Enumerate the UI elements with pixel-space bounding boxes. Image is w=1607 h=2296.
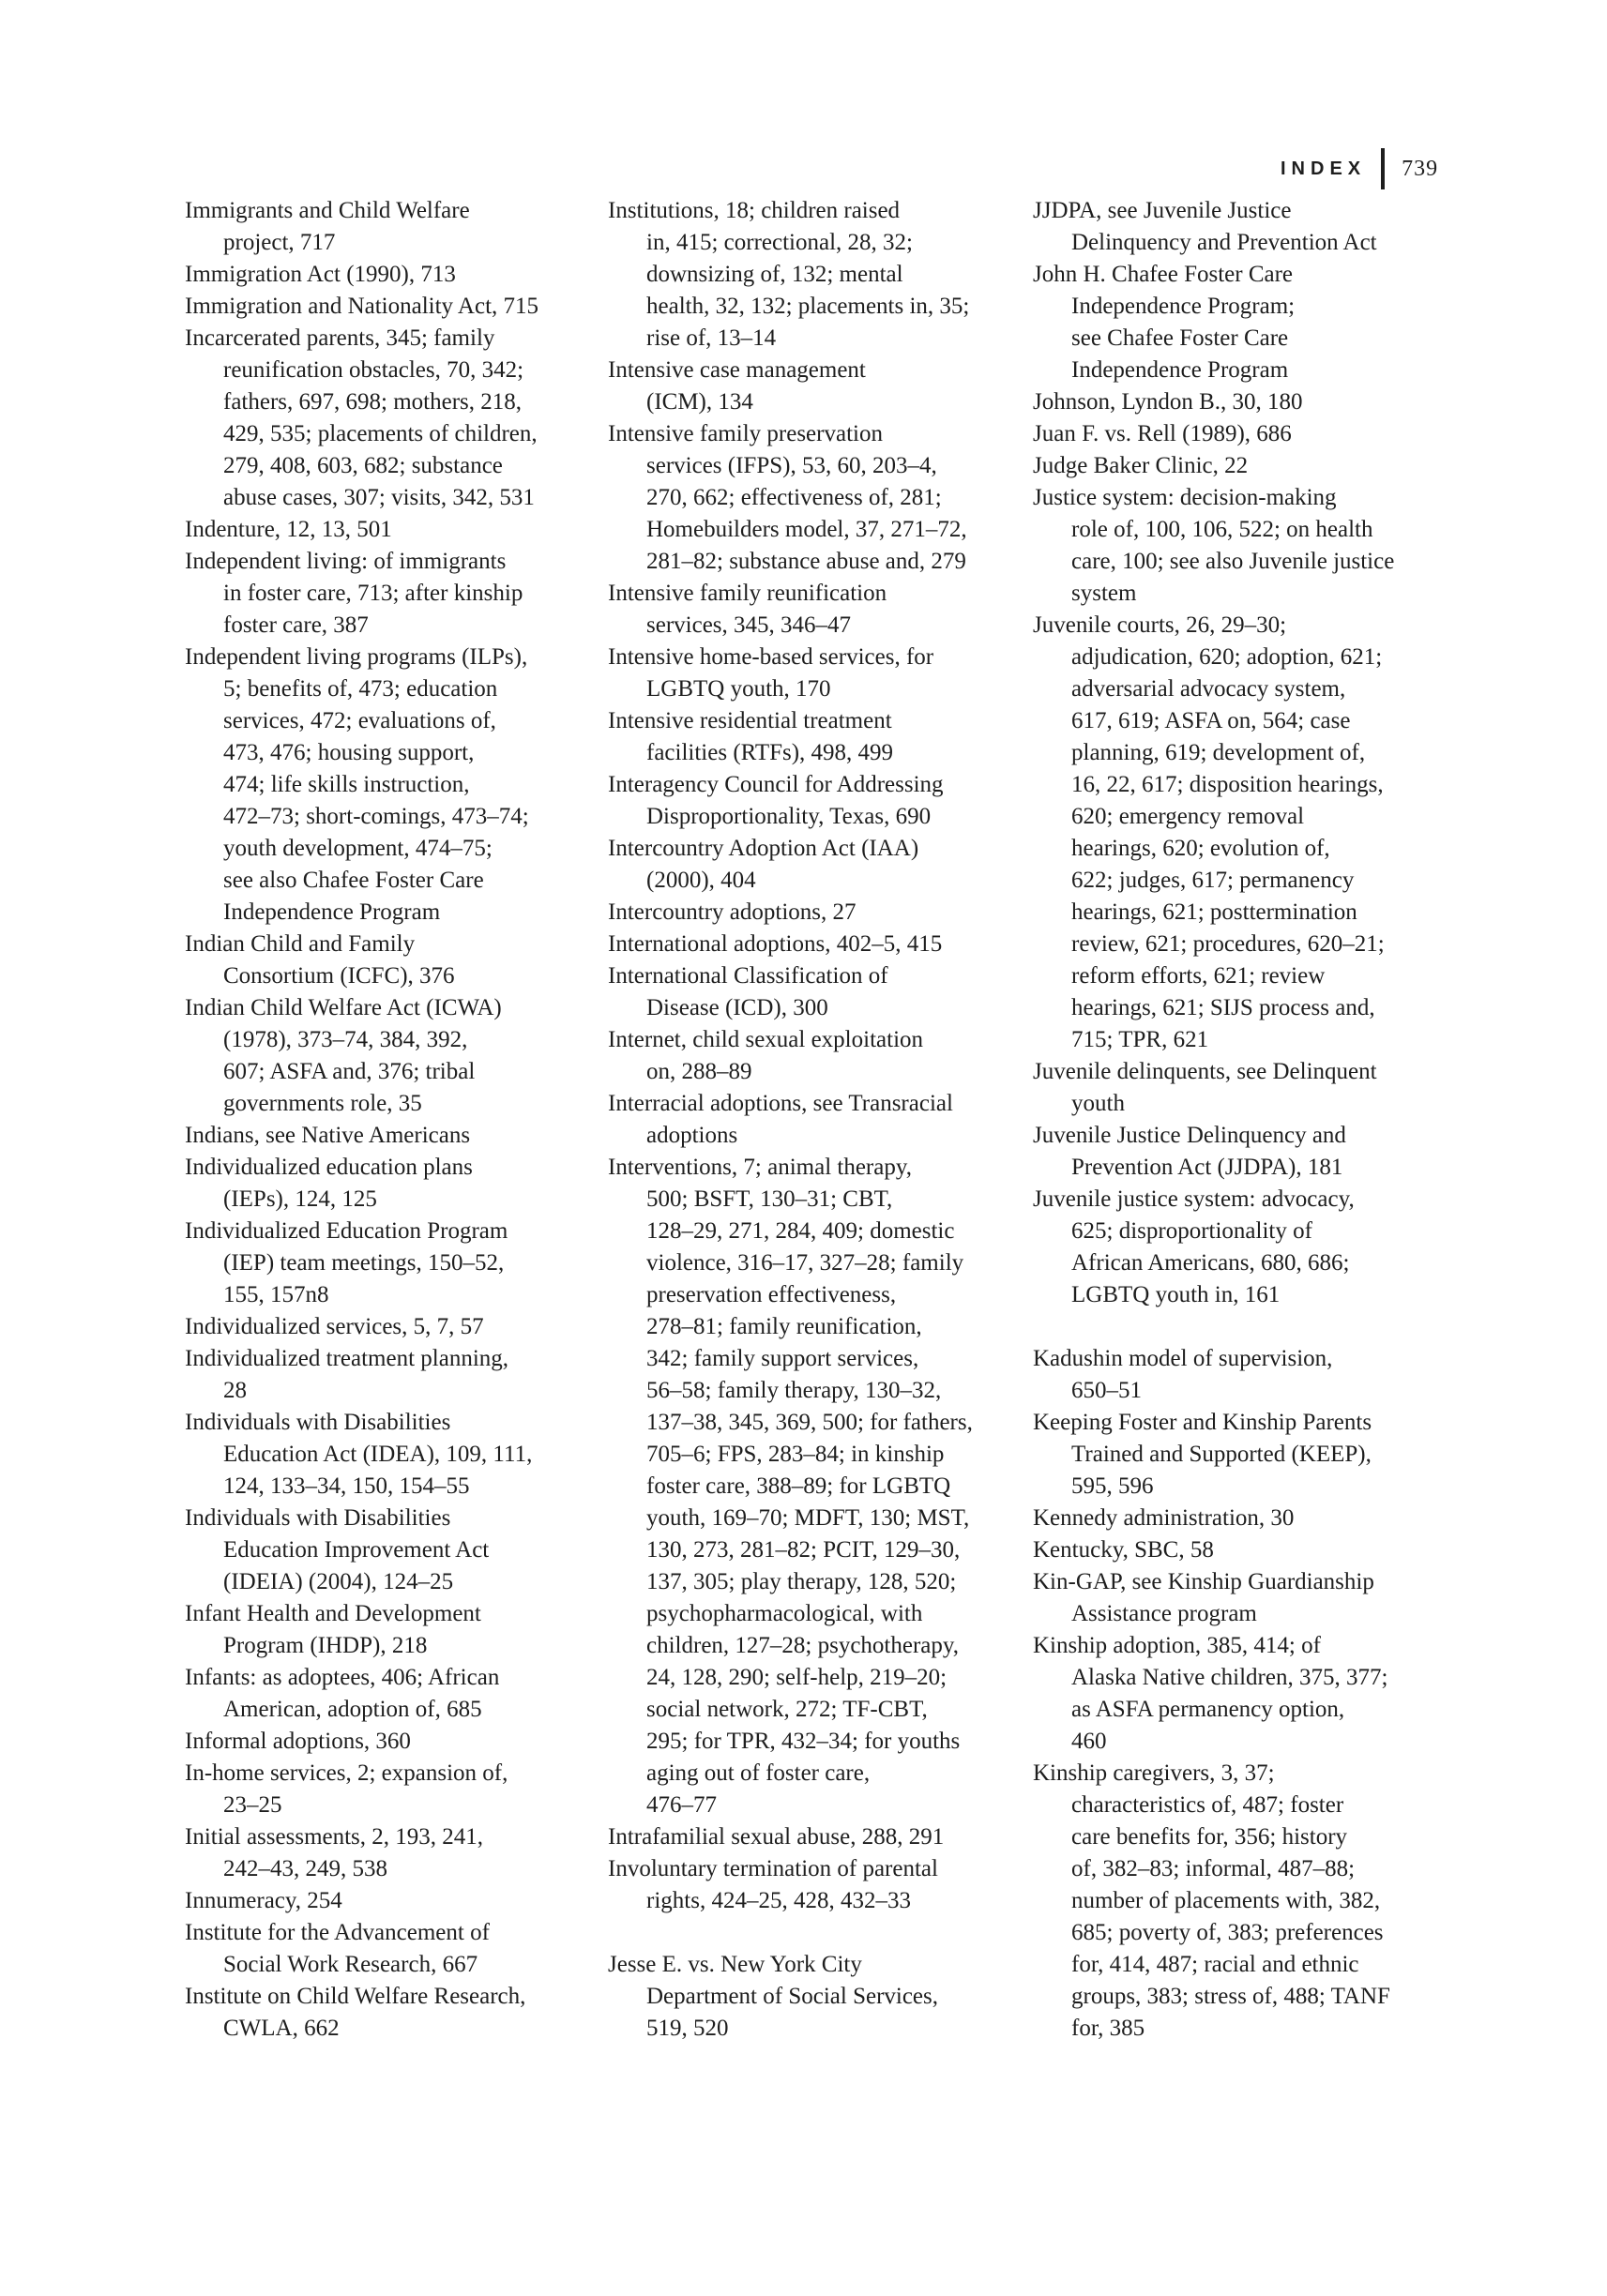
index-entry-line: Innumeracy, 254 bbox=[185, 1888, 342, 1913]
index-entry-line: Intensive home-based services, for bbox=[608, 644, 934, 670]
index-entry bbox=[185, 546, 598, 642]
index-entry-line: Justice system: decision-making bbox=[1033, 485, 1337, 510]
index-entry-line: Incarcerated parents, 345; family bbox=[185, 325, 495, 351]
index-entry bbox=[608, 897, 1021, 929]
index-entry bbox=[185, 1598, 598, 1662]
index-entry-line: Immigration Act (1990), 713 bbox=[185, 262, 456, 287]
index-entry-line: Infants: as adoptees, 406; African bbox=[185, 1665, 500, 1690]
index-entry-line: children, 127–28; psychotherapy, bbox=[646, 1633, 960, 1658]
index-entry-line: 685; poverty of, 383; preferences bbox=[1071, 1920, 1384, 1945]
index-entry-line: number of placements with, 382, bbox=[1071, 1888, 1381, 1913]
index-entry-line: Individualized services, 5, 7, 57 bbox=[185, 1314, 484, 1339]
index-entry bbox=[185, 1821, 598, 1885]
index-entry bbox=[608, 1821, 1021, 1853]
index-entry-line: In-home services, 2; expansion of, bbox=[185, 1760, 508, 1786]
section-label: INDEX bbox=[1281, 158, 1367, 179]
index-entry-line: of, 382–83; informal, 487–88; bbox=[1071, 1856, 1356, 1881]
index-entry-line: (IEPs), 124, 125 bbox=[223, 1186, 377, 1212]
index-entry-line: Independent living programs (ILPs), bbox=[185, 644, 528, 670]
index-entry-line: Infant Health and Development bbox=[185, 1601, 481, 1626]
index-entry-line: preservation effectiveness, bbox=[646, 1282, 897, 1307]
index-entry-line: 476–77 bbox=[646, 1792, 717, 1818]
index-entry-line: 460 bbox=[1071, 1729, 1107, 1754]
index-entry bbox=[1033, 1534, 1446, 1566]
index-entry-line: 242–43, 249, 538 bbox=[223, 1856, 387, 1881]
index-entry-line: Individuals with Disabilities bbox=[185, 1505, 451, 1531]
index-entry bbox=[185, 323, 598, 514]
index-entry bbox=[185, 1503, 598, 1598]
index-entry bbox=[608, 1024, 1021, 1088]
index-entry-line: hearings, 621; posttermination bbox=[1071, 899, 1357, 925]
index-entry-line: abuse cases, 307; visits, 342, 531 bbox=[223, 485, 535, 510]
index-entry-line: Kinship caregivers, 3, 37; bbox=[1033, 1760, 1275, 1786]
index-entry-line: 429, 535; placements of children, bbox=[223, 421, 538, 446]
index-entry bbox=[185, 1216, 598, 1311]
index-entry-line: foster care, 388–89; for LGBTQ bbox=[646, 1473, 951, 1499]
index-entry-line: Immigrants and Child Welfare bbox=[185, 198, 470, 223]
index-entry-line: downsizing of, 132; mental bbox=[646, 262, 903, 287]
index-entry bbox=[185, 1343, 598, 1407]
index-entry bbox=[608, 1949, 1021, 2045]
index-entry-line: foster care, 387 bbox=[223, 612, 369, 638]
index-entry-line: Interagency Council for Addressing bbox=[608, 772, 944, 797]
index-entry-line: Kinship adoption, 385, 414; of bbox=[1033, 1633, 1321, 1658]
index-entry-line: 715; TPR, 621 bbox=[1071, 1027, 1209, 1052]
index-entry-line: 130, 273, 281–82; PCIT, 129–30, bbox=[646, 1537, 961, 1563]
index-entry-line: Intensive residential treatment bbox=[608, 708, 892, 733]
index-entry-line: characteristics of, 487; foster bbox=[1071, 1792, 1344, 1818]
index-entry-line: for, 385 bbox=[1071, 2016, 1145, 2041]
index-entry-line: review, 621; procedures, 620–21; bbox=[1071, 931, 1385, 957]
index-entry-line: 5; benefits of, 473; education bbox=[223, 676, 498, 702]
index-entry bbox=[185, 642, 598, 929]
index-entry-line: Internet, child sexual exploitation bbox=[608, 1027, 924, 1052]
index-entry-line: adjudication, 620; adoption, 621; bbox=[1071, 644, 1383, 670]
index-entry-line: CWLA, 662 bbox=[223, 2016, 340, 2041]
index-entry bbox=[185, 1885, 598, 1917]
index-entry bbox=[1033, 1758, 1446, 2045]
index-entry bbox=[185, 992, 598, 1120]
index-entry-line: Keeping Foster and Kinship Parents bbox=[1033, 1410, 1372, 1435]
index-entry-line: hearings, 621; SIJS process and, bbox=[1071, 995, 1375, 1020]
index-entry-line: Department of Social Services, bbox=[646, 1984, 939, 2009]
index-entry-line: 705–6; FPS, 283–84; in kinship bbox=[646, 1442, 945, 1467]
index-entry-line: see Chafee Foster Care bbox=[1071, 325, 1289, 351]
index-entry-line: 279, 408, 603, 682; substance bbox=[223, 453, 503, 478]
index-entry-line: 625; disproportionality of bbox=[1071, 1218, 1312, 1244]
index-entry-line: Social Work Research, 667 bbox=[223, 1952, 478, 1977]
index-entry bbox=[185, 514, 598, 546]
index-entry bbox=[608, 1088, 1021, 1152]
index-entry bbox=[185, 1120, 598, 1152]
index-entry bbox=[185, 1311, 598, 1343]
index-entry-line: Institute on Child Welfare Research, bbox=[185, 1984, 526, 2009]
index-entry-line: Kadushin model of supervision, bbox=[1033, 1346, 1333, 1371]
index-entry bbox=[608, 960, 1021, 1024]
index-entry bbox=[608, 833, 1021, 897]
index-entry-line: groups, 383; stress of, 488; TANF bbox=[1071, 1984, 1390, 2009]
index-entry bbox=[185, 259, 598, 291]
index-entry-line: Intensive case management bbox=[608, 357, 866, 383]
index-entry bbox=[1033, 610, 1446, 1056]
index-entry bbox=[608, 769, 1021, 833]
index-entry-line: Juvenile justice system: advocacy, bbox=[1033, 1186, 1355, 1212]
index-entry-line: adversarial advocacy system, bbox=[1071, 676, 1346, 702]
index-entry-line: fathers, 697, 698; mothers, 218, bbox=[223, 389, 523, 415]
index-entry bbox=[1033, 1120, 1446, 1184]
index-column-2 bbox=[608, 195, 1021, 2045]
index-entry bbox=[185, 1981, 598, 2045]
index-entry-line: services, 345, 346–47 bbox=[646, 612, 852, 638]
index-entry bbox=[608, 578, 1021, 642]
index-entry-line: care, 100; see also Juvenile justice bbox=[1071, 549, 1395, 574]
index-entry-line: social network, 272; TF-CBT, bbox=[646, 1697, 928, 1722]
index-entry bbox=[185, 929, 598, 992]
index-entry-line: International Classification of bbox=[608, 963, 888, 989]
index-entry-line: on, 288–89 bbox=[646, 1059, 752, 1084]
index-entry-line: Indenture, 12, 13, 501 bbox=[185, 517, 392, 542]
index-entry bbox=[1033, 1343, 1446, 1407]
index-entry-line: role of, 100, 106, 522; on health bbox=[1071, 517, 1373, 542]
index-entry-line: project, 717 bbox=[223, 230, 336, 255]
index-entry-line: Independence Program bbox=[1071, 357, 1289, 383]
letter-group-gap bbox=[608, 1917, 1021, 1949]
letter-group-gap bbox=[1033, 1311, 1446, 1343]
index-entry-line: Involuntary termination of parental bbox=[608, 1856, 938, 1881]
index-entry-line: violence, 316–17, 327–28; family bbox=[646, 1250, 964, 1276]
index-entry-line: (IDEIA) (2004), 124–25 bbox=[223, 1569, 454, 1594]
index-entry-line: in, 415; correctional, 28, 32; bbox=[646, 230, 913, 255]
index-entry-line: Judge Baker Clinic, 22 bbox=[1033, 453, 1249, 478]
index-entry-line: Initial assessments, 2, 193, 241, bbox=[185, 1824, 484, 1850]
index-entry-line: youth bbox=[1071, 1091, 1125, 1116]
index-entry-line: aging out of foster care, bbox=[646, 1760, 871, 1786]
index-entry-line: Education Act (IDEA), 109, 111, bbox=[223, 1442, 533, 1467]
index-entry bbox=[1033, 1630, 1446, 1758]
index-entry-line: International adoptions, 402–5, 415 bbox=[608, 931, 943, 957]
index-entry-line: 23–25 bbox=[223, 1792, 282, 1818]
index-entry-line: Trained and Supported (KEEP), bbox=[1071, 1442, 1372, 1467]
index-entry-line: 278–81; family reunification, bbox=[646, 1314, 922, 1339]
index-entry-line: Juvenile Justice Delinquency and bbox=[1033, 1123, 1346, 1148]
index-entry-line: Consortium (ICFC), 376 bbox=[223, 963, 455, 989]
index-entry bbox=[608, 929, 1021, 960]
index-entry-line: Kin-GAP, see Kinship Guardianship bbox=[1033, 1569, 1374, 1594]
index-entry-line: rights, 424–25, 428, 432–33 bbox=[646, 1888, 911, 1913]
index-entry-line: Education Improvement Act bbox=[223, 1537, 490, 1563]
index-entry-line: Independence Program bbox=[223, 899, 441, 925]
index-entry bbox=[1033, 1566, 1446, 1630]
index-entry-line: Disproportionality, Texas, 690 bbox=[646, 804, 932, 829]
index-entry-line: Homebuilders model, 37, 271–72, bbox=[646, 517, 967, 542]
index-entry-line: 137, 305; play therapy, 128, 520; bbox=[646, 1569, 957, 1594]
index-entry bbox=[608, 642, 1021, 705]
index-entry-line: 281–82; substance abuse and, 279 bbox=[646, 549, 966, 574]
index-entry-line: (IEP) team meetings, 150–52, bbox=[223, 1250, 505, 1276]
index-entry-line: 295; for TPR, 432–34; for youths bbox=[646, 1729, 961, 1754]
index-entry-line: see also Chafee Foster Care bbox=[223, 868, 484, 893]
index-entry-line: Institute for the Advancement of bbox=[185, 1920, 490, 1945]
index-entry-line: Interracial adoptions, see Transracial bbox=[608, 1091, 953, 1116]
index-entry-line: reform efforts, 621; review bbox=[1071, 963, 1326, 989]
index-entry-line: Prevention Act (JJDPA), 181 bbox=[1071, 1155, 1343, 1180]
index-entry-line: 500; BSFT, 130–31; CBT, bbox=[646, 1186, 893, 1212]
index-entry-line: 28 bbox=[223, 1378, 247, 1403]
index-entry-line: Assistance program bbox=[1071, 1601, 1257, 1626]
index-entry-line: Immigration and Nationality Act, 715 bbox=[185, 294, 539, 319]
index-entry-line: Individuals with Disabilities bbox=[185, 1410, 451, 1435]
index-entry-line: Kentucky, SBC, 58 bbox=[1033, 1537, 1214, 1563]
index-entry-line: system bbox=[1071, 581, 1137, 606]
index-entry-line: Intensive family preservation bbox=[608, 421, 883, 446]
index-entry-line: 473, 476; housing support, bbox=[223, 740, 475, 765]
index-entry-line: 137–38, 345, 369, 500; for fathers, bbox=[646, 1410, 973, 1435]
index-entry bbox=[185, 1758, 598, 1821]
index-entry-line: Juvenile courts, 26, 29–30; bbox=[1033, 612, 1287, 638]
index-entry-line: Indian Child Welfare Act (ICWA) bbox=[185, 995, 502, 1020]
index-entry bbox=[185, 1407, 598, 1503]
index-entry-line: Interventions, 7; animal therapy, bbox=[608, 1155, 912, 1180]
index-entry-line: 342; family support services, bbox=[646, 1346, 919, 1371]
index-entry-line: for, 414, 487; racial and ethnic bbox=[1071, 1952, 1359, 1977]
index-column-1 bbox=[185, 195, 598, 2045]
index-entry-line: adoptions bbox=[646, 1123, 738, 1148]
index-entry-line: Institutions, 18; children raised bbox=[608, 198, 901, 223]
running-header bbox=[1281, 148, 1438, 189]
index-entry-line: (2000), 404 bbox=[646, 868, 756, 893]
index-entry-line: 622; judges, 617; permanency bbox=[1071, 868, 1355, 893]
index-entry-line: JJDPA, see Juvenile Justice bbox=[1033, 198, 1292, 223]
index-entry bbox=[185, 1662, 598, 1726]
index-entry-line: Intensive family reunification bbox=[608, 581, 887, 606]
index-entry bbox=[185, 195, 598, 259]
index-entry-line: services (IFPS), 53, 60, 203–4, bbox=[646, 453, 937, 478]
index-entry-line: Intrafamilial sexual abuse, 288, 291 bbox=[608, 1824, 945, 1850]
index-entry-line: 472–73; short-comings, 473–74; bbox=[223, 804, 529, 829]
index-entry-line: Intercountry adoptions, 27 bbox=[608, 899, 857, 925]
index-entry-line: 617, 619; ASFA on, 564; case bbox=[1071, 708, 1351, 733]
index-entry-line: Program (IHDP), 218 bbox=[223, 1633, 428, 1658]
index-entry bbox=[608, 418, 1021, 578]
index-entry-line: (1978), 373–74, 384, 392, bbox=[223, 1027, 468, 1052]
index-entry-line: governments role, 35 bbox=[223, 1091, 422, 1116]
index-entry-line: Individualized treatment planning, bbox=[185, 1346, 509, 1371]
index-entry-line: in foster care, 713; after kinship bbox=[223, 581, 523, 606]
index-entry-line: 270, 662; effectiveness of, 281; bbox=[646, 485, 942, 510]
index-entry-line: Independence Program; bbox=[1071, 294, 1296, 319]
index-entry-line: American, adoption of, 685 bbox=[223, 1697, 482, 1722]
index-entry-line: 474; life skills instruction, bbox=[223, 772, 470, 797]
index-entry-line: 155, 157n8 bbox=[223, 1282, 329, 1307]
index-entry bbox=[185, 1726, 598, 1758]
index-entry-line: 595, 596 bbox=[1071, 1473, 1154, 1499]
index-entry-line: Juan F. vs. Rell (1989), 686 bbox=[1033, 421, 1292, 446]
index-entry bbox=[1033, 482, 1446, 610]
index-entry-line: Alaska Native children, 375, 377; bbox=[1071, 1665, 1388, 1690]
index-entry-line: Informal adoptions, 360 bbox=[185, 1729, 411, 1754]
index-entry bbox=[1033, 1503, 1446, 1534]
index-entry-line: 607; ASFA and, 376; tribal bbox=[223, 1059, 476, 1084]
index-entry bbox=[1033, 1407, 1446, 1503]
index-entry bbox=[1033, 1184, 1446, 1311]
index-entry-line: Individualized Education Program bbox=[185, 1218, 508, 1244]
page-number: 739 bbox=[1402, 156, 1439, 181]
index-entry-line: Johnson, Lyndon B., 30, 180 bbox=[1033, 389, 1303, 415]
index-entry bbox=[1033, 195, 1446, 259]
index-entry-line: Kennedy administration, 30 bbox=[1033, 1505, 1295, 1531]
index-entry bbox=[185, 1917, 598, 1981]
index-entry-line: 519, 520 bbox=[646, 2016, 729, 2041]
index-entry-line: youth development, 474–75; bbox=[223, 836, 493, 861]
index-entry bbox=[1033, 450, 1446, 482]
index-entry-line: 128–29, 271, 284, 409; domestic bbox=[646, 1218, 955, 1244]
index-entry-line: 56–58; family therapy, 130–32, bbox=[646, 1378, 942, 1403]
index-entry-line: youth, 169–70; MDFT, 130; MST, bbox=[646, 1505, 970, 1531]
index-entry-line: rise of, 13–14 bbox=[646, 325, 777, 351]
index-entry bbox=[608, 1853, 1021, 1917]
index-entry-line: health, 32, 132; placements in, 35; bbox=[646, 294, 970, 319]
index-entry-line: psychopharmacological, with bbox=[646, 1601, 923, 1626]
index-entry-line: 16, 22, 617; disposition hearings, bbox=[1071, 772, 1384, 797]
index-entry-line: planning, 619; development of, bbox=[1071, 740, 1366, 765]
index-entry bbox=[1033, 386, 1446, 418]
index-entry-line: Juvenile delinquents, see Delinquent bbox=[1033, 1059, 1377, 1084]
index-entry-line: hearings, 620; evolution of, bbox=[1071, 836, 1330, 861]
index-entry-line: 620; emergency removal bbox=[1071, 804, 1305, 829]
index-entry-line: John H. Chafee Foster Care bbox=[1033, 262, 1294, 287]
index-entry bbox=[1033, 1056, 1446, 1120]
index-entry-line: (ICM), 134 bbox=[646, 389, 753, 415]
index-entry-line: Indian Child and Family bbox=[185, 931, 416, 957]
index-entry-line: LGBTQ youth, 170 bbox=[646, 676, 831, 702]
index-entry-line: LGBTQ youth in, 161 bbox=[1071, 1282, 1281, 1307]
index-entry-line: Disease (ICD), 300 bbox=[646, 995, 828, 1020]
index-entry-line: 650–51 bbox=[1071, 1378, 1142, 1403]
index-entry-line: 124, 133–34, 150, 154–55 bbox=[223, 1473, 470, 1499]
index-entry-line: facilities (RTFs), 498, 499 bbox=[646, 740, 894, 765]
index-entry-line: Independent living: of immigrants bbox=[185, 549, 507, 574]
index-entry-line: reunification obstacles, 70, 342; bbox=[223, 357, 524, 383]
index-entry bbox=[608, 1152, 1021, 1821]
index-entry bbox=[1033, 418, 1446, 450]
index-entry-line: Intercountry Adoption Act (IAA) bbox=[608, 836, 919, 861]
index-entry-line: care benefits for, 356; history bbox=[1071, 1824, 1348, 1850]
index-entry-line: Indians, see Native Americans bbox=[185, 1123, 471, 1148]
index-entry bbox=[185, 1152, 598, 1216]
index-entry-line: Jesse E. vs. New York City bbox=[608, 1952, 862, 1977]
header-bracket bbox=[1381, 148, 1385, 189]
index-entry-line: Delinquency and Prevention Act bbox=[1071, 230, 1377, 255]
index-entry-line: Individualized education plans bbox=[185, 1155, 473, 1180]
index-entry bbox=[608, 355, 1021, 418]
index-column-3 bbox=[1033, 195, 1446, 2045]
index-entry-line: as ASFA permanency option, bbox=[1071, 1697, 1345, 1722]
index-entry bbox=[1033, 259, 1446, 386]
index-entry-line: 24, 128, 290; self-help, 219–20; bbox=[646, 1665, 948, 1690]
index-entry bbox=[185, 291, 598, 323]
index-entry bbox=[608, 195, 1021, 355]
index-entry-line: services, 472; evaluations of, bbox=[223, 708, 496, 733]
index-entry bbox=[608, 705, 1021, 769]
index-entry-line: African Americans, 680, 686; bbox=[1071, 1250, 1350, 1276]
